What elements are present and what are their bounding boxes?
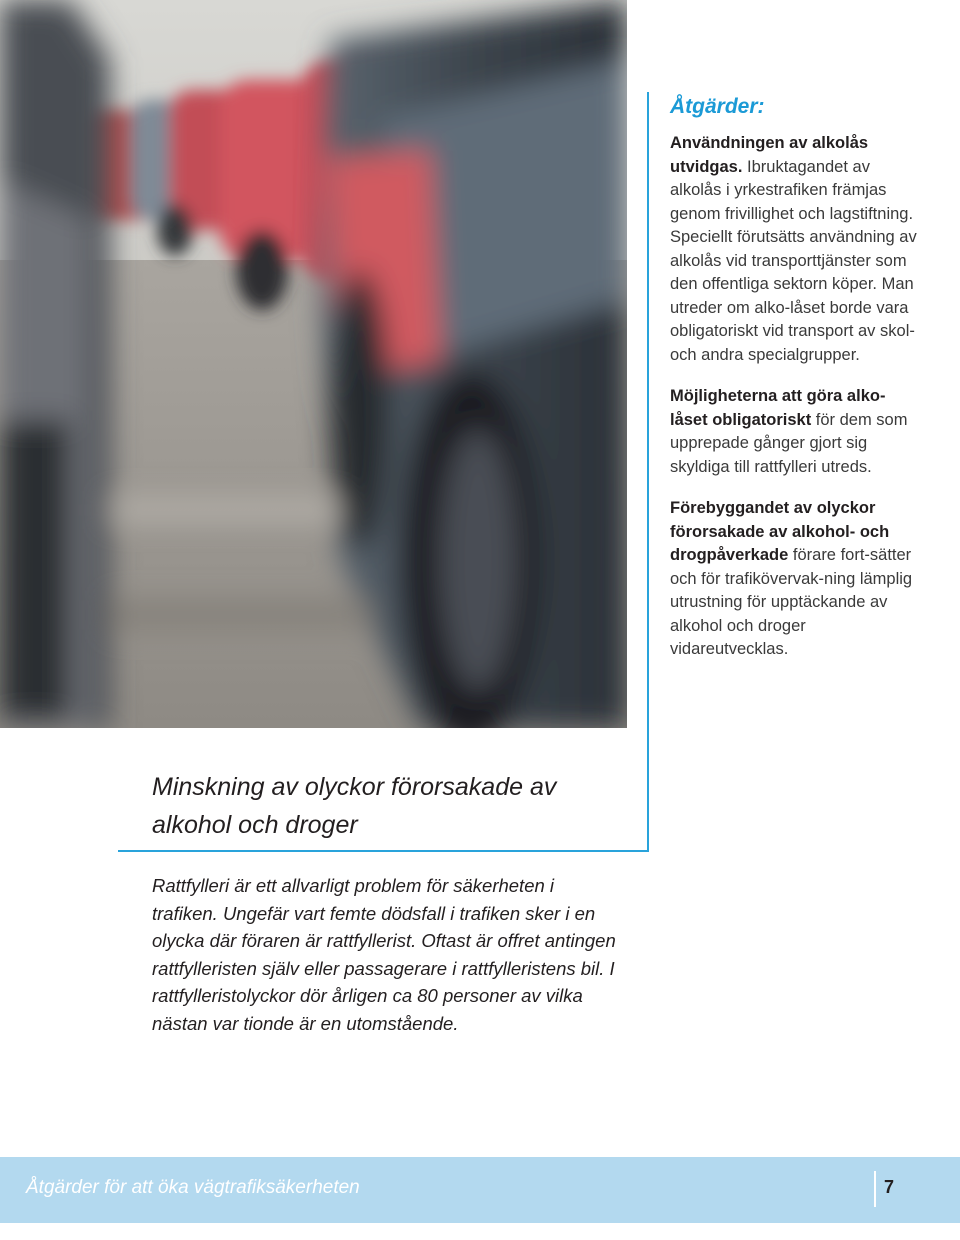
blurred-parked-cars-photo [0, 0, 627, 728]
measure-3-bold: Förebyggandet av olyckor förorsakade av alkohol- och drogpåverkade [670, 499, 890, 564]
cars-photo [0, 0, 627, 728]
measure-paragraph-3 [670, 497, 920, 662]
measure-2-text: för dem som upprepade gånger gjort sig skyldiga till rattfylleri utreds. [670, 410, 908, 476]
footer-separator [874, 1171, 876, 1207]
section-heading: Minskning av olyckor förorsakade av alkohol och droger [152, 773, 557, 839]
footer-title: Åtgärder för att öka vägtrafiksäkerheten [26, 1177, 360, 1198]
page-footer [0, 1157, 960, 1223]
measure-1-bold: Användningen av alkolås utvidgas. [670, 134, 869, 176]
measures-column [670, 92, 920, 680]
measure-paragraph-2 [670, 385, 920, 479]
measure-2-bold: Möjligheterna att göra alko-låset obligatoriskt [670, 387, 886, 429]
measure-1-text: Ibruktagandet av alkolås i yrkestrafiken främjas genom frivillighet och lagstiftning. Speciellt förutsätts användning av alkolås vid transporttjänster som den offentliga sektorn köper. Man utreder om alko-låset borde vara obligatoriskt vid transport av skol- och andra specialgrupper. [670, 157, 917, 364]
intro-paragraph: Rattfylleri är ett allvarligt problem för säkerheten i trafiken. Ungefär vart femte dödsfall i trafiken sker i en olycka där föraren är rattfyllerist. Oftast är offret antingen rattfylleristen själv eller passagerare i rattfylleristens bil. I rattfylleristolyckor dör årligen ca 80 personer av vilka nästan var tionde är en utomstående. [152, 875, 616, 1034]
frame-vertical-line [647, 92, 649, 852]
measure-paragraph-1 [670, 132, 920, 367]
page-number: 7 [884, 1177, 895, 1197]
measure-3-text: förare fort-sätter och för trafikövervak-ning lämplig utrustning för upptäckande av alkohol och droger vidareutvecklas. [670, 546, 913, 658]
measures-title: Åtgärder: [670, 95, 765, 118]
frame-horizontal-line [118, 850, 649, 852]
